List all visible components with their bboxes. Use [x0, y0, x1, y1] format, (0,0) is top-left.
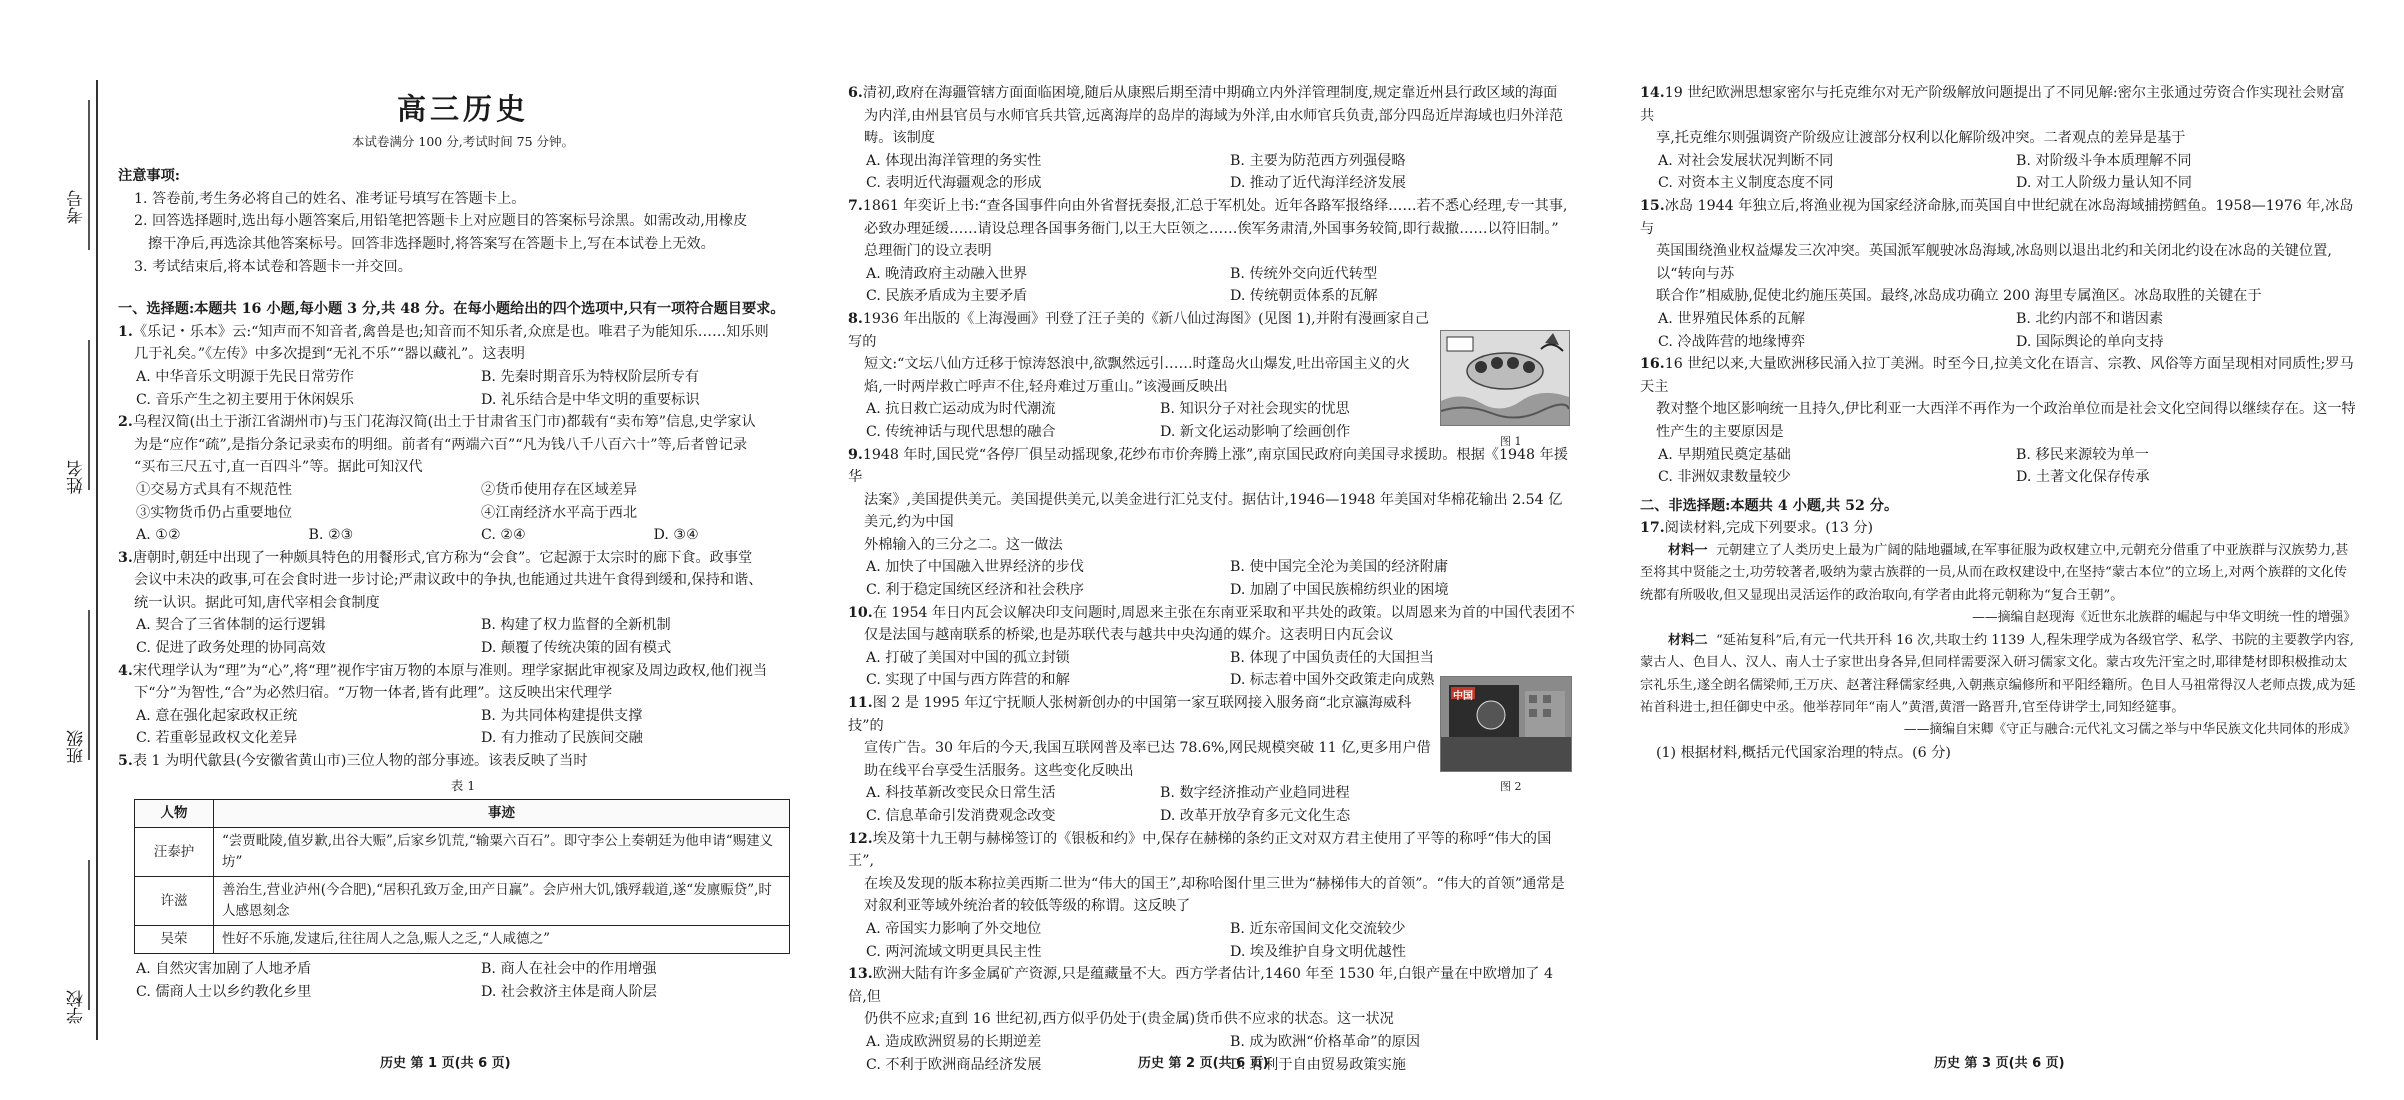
statement: ①交易方式具有不规范性 — [136, 481, 293, 498]
option: C. 音乐产生之初主要用于休闲娱乐 — [136, 391, 354, 408]
option: A. 晚清政府主动融入世界 — [866, 265, 1028, 282]
question-number: 14. — [1640, 85, 1665, 101]
question-5 — [118, 750, 808, 1003]
notice-item: 2. 回答选择题时,选出每小题答案后,用铅笔把答题卡上对应题目的答案标号涂黑。如需改动,用橡皮 — [134, 213, 748, 230]
binding-rule — [88, 860, 90, 1010]
option: B. 为共同体构建提供支撑 — [481, 707, 643, 724]
question-number: 17. — [1640, 520, 1665, 537]
material-source: ——摘编自赵现海《近世东北族群的崛起与中华文明统一性的增强》 — [1972, 610, 2356, 626]
question-stem: 欧洲大陆有许多金属矿产资源,只是蕴藏量不大。西方学者估计,1460 年至 1530 年,白银产量在中欧增加了 4 倍,但 — [848, 966, 1553, 1005]
question-stem: 宋代理学认为“理”为“心”,将“理”视作宇宙万物的本原与准则。理学家据此审视家及周边政权,他们视当 — [132, 662, 768, 679]
option: A. 对社会发展状况判断不同 — [1658, 152, 1834, 169]
table-cell: 吴荣 — [135, 926, 214, 954]
option: A. 意在强化起家政权正统 — [136, 707, 298, 724]
question-stem: 19 世纪欧洲思想家密尔与托克维尔对无产阶级解放问题提出了不同见解:密尔主张通过劳资合作实现社会财富共 — [1640, 85, 2345, 124]
option: B. 先秦时期音乐为特权阶层所专有 — [481, 368, 700, 385]
question-number: 12. — [848, 830, 873, 847]
cartoon-image — [1441, 331, 1569, 425]
option: B. 传统外交向近代转型 — [1230, 265, 1378, 282]
question-stem: 外棉输入的三分之二。这一做法 — [864, 536, 1063, 553]
question-stem: 几于礼矣。”《左传》中多次提到“无礼不乐”“器以藏礼”。这表明 — [134, 346, 525, 363]
question-stem: 短文:“文坛八仙方迁移于惊涛怒浪中,欲飘然远引……时蓬岛火山爆发,吐出帝国主义的火 — [864, 356, 1410, 373]
binding-rule — [88, 100, 90, 250]
question-4 — [118, 660, 808, 750]
question-stem: 唐朝时,朝廷中出现了一种颇具特色的用餐形式,官方称为“会食”。它起源于太宗时的廊下食。政事堂 — [132, 549, 753, 566]
section-heading: 二、非选择题:本题共 4 小题,共 52 分。 — [1640, 497, 1899, 514]
binding-margin — [0, 0, 110, 1100]
page-1 — [118, 84, 808, 1003]
section-heading: 一、选择题:本题共 16 小题,每小题 3 分,共 48 分。在每小题给出的四个选项中,只有一项符合题目要求。 — [118, 301, 785, 318]
option: A. 打破了美国对中国的孤立封锁 — [866, 649, 1070, 666]
question-number: 6. — [848, 85, 863, 101]
option: B. 使中国完全沦为美国的经济附庸 — [1230, 559, 1449, 576]
option: A. 帝国实力影响了外交地位 — [866, 920, 1042, 937]
question-stem: 仅是法国与越南联系的桥梁,也是苏联代表与越共中央沟通的媒介。这表明日内瓦会议 — [864, 627, 1394, 644]
material-source: ——摘编自宋卿《守正与融合:元代礼文习儒之举与中华民族文化共同体的形成》 — [1903, 722, 2356, 738]
table-row — [135, 877, 790, 926]
question-stem: 1936 年出版的《上海漫画》刊登了汪子美的《新八仙过海图》(见图 1),并附有漫画家自己写的 — [848, 310, 1430, 350]
option: D. 颠覆了传统决策的固有模式 — [481, 640, 672, 657]
question-stem: 联合作”相威胁,促使北约施压英国。最终,冰岛成功确立 200 海里专属渔区。冰岛取胜的关键在于 — [1656, 288, 2262, 305]
table-1 — [134, 799, 790, 954]
table-cell: 性好不乐施,发逮后,往往周人之急,赈人之乏,“人咸德之” — [214, 926, 790, 954]
option: A. 契合了三省体制的运行逻辑 — [136, 617, 326, 634]
notice-item: 3. 考试结束后,将本试卷和答题卡一并交回。 — [134, 258, 412, 275]
question-number: 11. — [848, 695, 873, 712]
question-stem: 乌程汉简(出土于浙江省湖州市)与玉门花海汉简(出土于甘肃省玉门市)都载有“卖布筹”信息,史学家认 — [132, 414, 756, 431]
question-number: 4. — [118, 662, 133, 679]
option: D. 新文化运动影响了绘画创作 — [1160, 423, 1351, 440]
option: C. 儒商人士以乡约教化乡里 — [136, 983, 312, 1000]
option: A. 自然灾害加剧了人地矛盾 — [136, 961, 312, 978]
question-12 — [848, 828, 1576, 964]
label-name: 姓名 — [67, 460, 87, 494]
option: A. 世界殖民体系的瓦解 — [1658, 310, 1805, 327]
question-stem: 会议中未决的政事,可在会食时进一步讨论;严肃议政中的争执,也能通过共进午食得到缓和,保持和谐、 — [134, 572, 763, 589]
question-15 — [1640, 195, 2356, 353]
table-cell: 汪泰护 — [135, 828, 214, 877]
option: A. 科技革新改变民众日常生活 — [866, 785, 1056, 802]
table-caption: 表 1 — [450, 777, 476, 793]
exam-meta: 本试卷满分 100 分,考试时间 75 分钟。 — [351, 133, 575, 149]
option: D. 有力推动了民族间交融 — [481, 730, 643, 747]
question-14 — [1640, 82, 2356, 195]
question-stem: 统一认识。据此可知,唐代宰相会食制度 — [134, 594, 380, 611]
label-class: 班级 — [67, 730, 87, 764]
option: C. 非洲奴隶数量较少 — [1658, 469, 1791, 486]
material-text: 元朝建立了人类历史上最为广阔的陆地疆域,在军事征服为政权建立中,元朝充分借重了中亚族群与汉族势力,甚至将其中贤能之士,功劳较著者,吸纳为蒙古族群的一员,从而在政权建设中,在坚持“蒙古本位”的立场上,对两个族群的文化传统都有所吸收,但又显现出灵活运作的政治取向,有学者由此将元朝称为“复合王朝”。 — [1640, 542, 2349, 603]
question-stem: 享,托克维尔则强调资产阶级应让渡部分权利以化解阶级冲突。二者观点的差异是基于 — [1656, 130, 2186, 147]
option: D. 对工人阶级力量认知不同 — [2016, 175, 2192, 192]
statement: ②货币使用存在区域差异 — [481, 481, 638, 498]
question-stem: 《乐记・乐本》云:“知声而不知音者,禽兽是也;知音而不知乐者,众庶是也。唯君子为能知乐……知乐则 — [132, 323, 769, 340]
page-footer: 历史 第 3 页(共 6 页) — [1934, 1056, 2065, 1071]
page-footer: 历史 第 2 页(共 6 页) — [1138, 1056, 1269, 1071]
option: D. ③④ — [653, 527, 699, 544]
question-6 — [848, 82, 1576, 195]
option: D. 标志着中国外交政策走向成熟 — [1230, 672, 1435, 689]
option: B. 成为欧洲“价格革命”的原因 — [1230, 1033, 1421, 1050]
question-stem: 下“分”为智性,“合”为必然归宿。“万物一体者,皆有此理”。这反映出宋代理学 — [134, 685, 613, 702]
option: C. ②④ — [481, 527, 526, 544]
figure-2-photo — [1440, 676, 1572, 772]
question-stem: 冰岛 1944 年独立后,将渔业视为国家经济命脉,而英国自中世纪就在冰岛海域捕捞鳕鱼。1958—1976 年,冰岛与 — [1640, 197, 2354, 237]
option: B. 近东帝国间文化交流较少 — [1230, 920, 1406, 937]
question-stem: 在 1954 年日内瓦会议解决印支问题时,周恩来主张在东南亚采取和平共处的政策。以周恩来为首的中国代表团不 — [872, 604, 1575, 621]
statement: ③实物货币仍占重要地位 — [136, 504, 293, 521]
question-number: 9. — [848, 446, 863, 463]
option: B. 北约内部不和谐因素 — [2016, 310, 2164, 327]
question-2 — [118, 411, 808, 547]
question-stem: 法案》,美国提供美元。美国提供美元,以美金进行汇兑支付。据估计,1946—1948 年美国对华棉花输出 2.54 亿美元,约为中国 — [864, 491, 1563, 531]
question-stem: 在埃及发现的版本称拉美西斯二世为“伟大的国王”,却称哈图什里三世为“赫梯伟大的首领”。“伟大的首领”通常是 — [864, 875, 1565, 892]
figure-2-caption: 图 2 — [1500, 780, 1522, 793]
question-stem: 总理衙门的设立表明 — [864, 243, 992, 260]
option: D. 加剧了中国民族棉纺织业的困境 — [1230, 582, 1449, 599]
option: B. 数字经济推动产业趋同进程 — [1160, 785, 1350, 802]
table-cell: 许滋 — [135, 877, 214, 926]
material-label: 材料二 — [1668, 632, 1708, 648]
notice-item: 1. 答卷前,考生务必将自己的姓名、准考证号填写在答题卡上。 — [134, 190, 526, 207]
material-1 — [1640, 540, 2356, 607]
question-3 — [118, 547, 808, 660]
question-number: 1. — [118, 323, 133, 340]
option: D. 埃及维护自身文明优越性 — [1230, 943, 1406, 960]
option: B. 移民来源较为单一 — [2016, 446, 2149, 463]
question-number: 7. — [848, 197, 863, 214]
material-text: “延祐复科”后,有元一代共开科 16 次,共取士约 1139 人,程朱理学成为各级官学、私学、书院的主要教学内容,蒙古人、色目人、汉人、南人士子家世出身各异,但同样需要深入研习儒家文化。蒙古攻先汗室之时,耶律楚材即积极推动太宗礼乐生,遂全朗名儒梁师,王万庆、赵著注释儒家经典,入朝燕京编修所和平阳经籍所。色目人马祖常得汉人老师点拨,成为延祐首科进士,担任御史中丞。他举荐同年“南人”黄溍,黄溍一路晋升,官至侍讲学士,同知经筵事。 — [1640, 632, 2356, 715]
option: A. 中华音乐文明源于先民日常劳作 — [136, 368, 354, 385]
question-stem: 为内洋,由州县官员与水师官兵共管,远离海岸的岛岸的海域为外洋,由水师官兵负责,部分四岛近岸海域也归外洋范 — [864, 107, 1564, 124]
option: C. 若重彰显政权文化差异 — [136, 730, 298, 747]
question-stem: 宣传广告。30 年后的今天,我国互联网普及率已达 78.6%,网民规模突破 11 亿,更多用户借 — [864, 740, 1431, 757]
question-stem: 1861 年奕䜣上书:“查各国事件向由外省督抚奏报,汇总于军机处。近年各路军报络绎……若不悉心经理,专一其事, — [862, 197, 1568, 214]
question-stem: 必致办理延缓……请设总理各国事务衙门,以王大臣领之……俟军务肃清,外国事务较简,即行裁撤……以符旧制。” — [864, 220, 1559, 237]
option: C. 表明近代海疆观念的形成 — [866, 175, 1042, 192]
option: C. 信息革命引发消费观念改变 — [866, 808, 1056, 824]
notice-item: 擦干净后,再选涂其他答案标号。回答非选择题时,将答案写在答题卡上,写在本试卷上无效。 — [148, 235, 715, 252]
option: C. 两河流域文明更具民主性 — [866, 943, 1042, 960]
question-number: 10. — [848, 604, 873, 621]
figure-1-caption: 图 1 — [1500, 435, 1522, 448]
option: D. 国际舆论的单向支持 — [2016, 333, 2164, 350]
question-number: 2. — [118, 414, 133, 431]
sub-question: (1) 根据材料,概括元代国家治理的特点。(6 分) — [1656, 744, 1951, 761]
question-stem: 清初,政府在海疆管辖方面面临困境,随后从康熙后期至清中期确立内外洋管理制度,规定靠近州县行政区域的海面 — [862, 85, 1558, 101]
question-stem: 16 世纪以来,大量欧洲移民涌入拉丁美洲。时至今日,拉美文化在语言、宗教、风俗等方面呈现相对同质性;罗马天主 — [1640, 356, 2354, 395]
question-stem: 对叙利亚等域外统治者的较低等级的称谓。这反映了 — [864, 898, 1191, 915]
material-2 — [1640, 630, 2356, 720]
option: D. 土著文化保存传承 — [2016, 469, 2150, 486]
question-7 — [848, 195, 1576, 308]
option: A. ①② — [136, 527, 181, 544]
table-cell: 善治生,营业泸州(今合肥),“居积孔致万金,田产日赢”。会庐州大饥,饿殍载道,遂“发廪赈贷”,时人感恩刻念 — [214, 877, 790, 926]
question-stem: 仍供不应求;直到 16 世纪初,西方似乎仍处于(贵金属)货币供不应求的状态。这一状况 — [864, 1011, 1394, 1028]
question-number: 13. — [848, 966, 873, 983]
option: C. 冷战阵营的地缘博弈 — [1658, 333, 1806, 350]
question-number: 16. — [1640, 356, 1665, 373]
label-school: 学校 — [67, 990, 87, 1024]
statement: ④江南经济水平高于西北 — [481, 504, 638, 521]
option: B. 对阶级斗争本质理解不同 — [2016, 152, 2192, 169]
option: C. 促进了政务处理的协同高效 — [136, 640, 326, 657]
option: B. 体现了中国负责任的大国担当 — [1230, 649, 1434, 666]
question-number: 15. — [1640, 197, 1665, 214]
question-number: 8. — [848, 310, 863, 327]
table-cell: “尝贾毗陵,值岁歉,出谷大赈”,后家乡饥荒,“输粟六百石”。即守李公上奏朝廷为他申请“赐建义坊” — [214, 828, 790, 877]
option: D. 推动了近代海洋经济发展 — [1230, 175, 1406, 192]
option: B. 商人在社会中的作用增强 — [481, 961, 657, 978]
question-stem: 阅读材料,完成下列要求。(13 分) — [1664, 520, 1874, 537]
question-1 — [118, 321, 808, 411]
question-stem: 埃及第十九王朝与赫梯签订的《银板和约》中,保存在赫梯的条约正文对双方君主使用了平等的称呼“伟大的国王”, — [848, 830, 1552, 870]
binding-line — [96, 80, 98, 1040]
question-stem: 畴。该制度 — [864, 130, 935, 147]
table-row — [135, 926, 790, 954]
question-stem: 教对整个地区影响统一且持久,伊比利亚一大西洋不再作为一个政治单位而是社会文化空间得以继续存在。这一特 — [1656, 401, 2356, 418]
question-stem: “买布三尺五寸,直一百四斗”等。据此可知汉代 — [134, 459, 423, 476]
option: C. 实现了中国与西方阵营的和解 — [866, 672, 1070, 689]
option: A. 早期殖民奠定基础 — [1658, 446, 1791, 463]
question-stem: 英国围绕渔业权益爆发三次冲突。英国派军舰驶冰岛海域,冰岛则以退出北约和关闭北约设在冰岛的关键位置,以“转向与苏 — [1656, 243, 2332, 282]
option: A. 加快了中国融入世界经济的步伐 — [866, 559, 1084, 576]
table-row — [135, 828, 790, 877]
question-stem: 助在线平台享受生活服务。这些变化反映出 — [864, 762, 1134, 779]
page-footer: 历史 第 1 页(共 6 页) — [380, 1056, 511, 1071]
question-17 — [1640, 517, 2356, 764]
question-stem: 焰,一时两岸救亡呼声不住,轻舟难过万重山。”该漫画反映出 — [864, 378, 1228, 395]
question-9 — [848, 444, 1576, 602]
option: D. 社会救济主体是商人阶层 — [481, 983, 657, 1000]
option: D. 有利于自由贸易政策实施 — [1230, 1056, 1406, 1073]
material-label: 材料一 — [1668, 542, 1708, 558]
question-number: 3. — [118, 549, 133, 566]
option: C. 对资本主义制度态度不同 — [1658, 175, 1834, 192]
option: D. 礼乐结合是中华文明的重要标识 — [481, 391, 700, 408]
option: A. 体现出海洋管理的务实性 — [866, 152, 1042, 169]
option: B. 构建了权力监督的全新机制 — [481, 617, 671, 634]
page-2 — [848, 82, 1576, 1076]
question-stem: 表 1 为明代歙县(今安徽省黄山市)三位人物的部分事迹。该表反映了当时 — [132, 753, 588, 770]
option: A. 造成欧洲贸易的长期逆差 — [866, 1033, 1042, 1050]
figure-1-cartoon — [1440, 330, 1570, 426]
question-stem: 图 2 是 1995 年辽宁抚顺人张树新创办的中国第一家互联网接入服务商“北京瀛海威科技”的 — [848, 695, 1412, 734]
question-16 — [1640, 353, 2356, 489]
option: B. 主要为防范西方列强侵略 — [1230, 152, 1406, 169]
question-stem: 性产生的主要原因是 — [1656, 423, 1784, 440]
page-3 — [1640, 82, 2356, 765]
option: D. 改革开放孕育多元文化生态 — [1160, 808, 1351, 824]
question-number: 5. — [118, 753, 133, 770]
question-stem: 为是“应作“疏”,是指分条记录卖布的明细。前者有“两端六百”“凡为钱八千八百六十”等,后者曾记录 — [134, 436, 748, 453]
table-header: 事迹 — [214, 800, 790, 828]
option: C. 利于稳定国统区经济和社会秩序 — [866, 582, 1084, 599]
exam-title: 高三历史 — [396, 92, 529, 126]
billboard-text: 中国 — [1453, 691, 1473, 702]
table-header: 人物 — [135, 800, 214, 828]
option: A. 抗日救亡运动成为时代潮流 — [866, 401, 1056, 418]
question-stem: 1948 年时,国民党“各停厂俱呈动摇现象,花纱布市价奔腾上涨”,南京国民政府向美国寻求援助。根据《1948 年援华 — [848, 446, 1568, 486]
option: C. 民族矛盾成为主要矛盾 — [866, 288, 1028, 305]
option: C. 不利于欧洲商品经济发展 — [866, 1056, 1042, 1073]
option: B. 知识分子对社会现实的忧思 — [1160, 401, 1350, 418]
option: B. ②③ — [308, 527, 354, 544]
option: C. 传统神话与现代思想的融合 — [866, 423, 1056, 440]
label-exam-number: 考号 — [67, 190, 87, 224]
option: D. 传统朝贡体系的瓦解 — [1230, 288, 1378, 305]
notice-heading: 注意事项: — [118, 168, 180, 185]
